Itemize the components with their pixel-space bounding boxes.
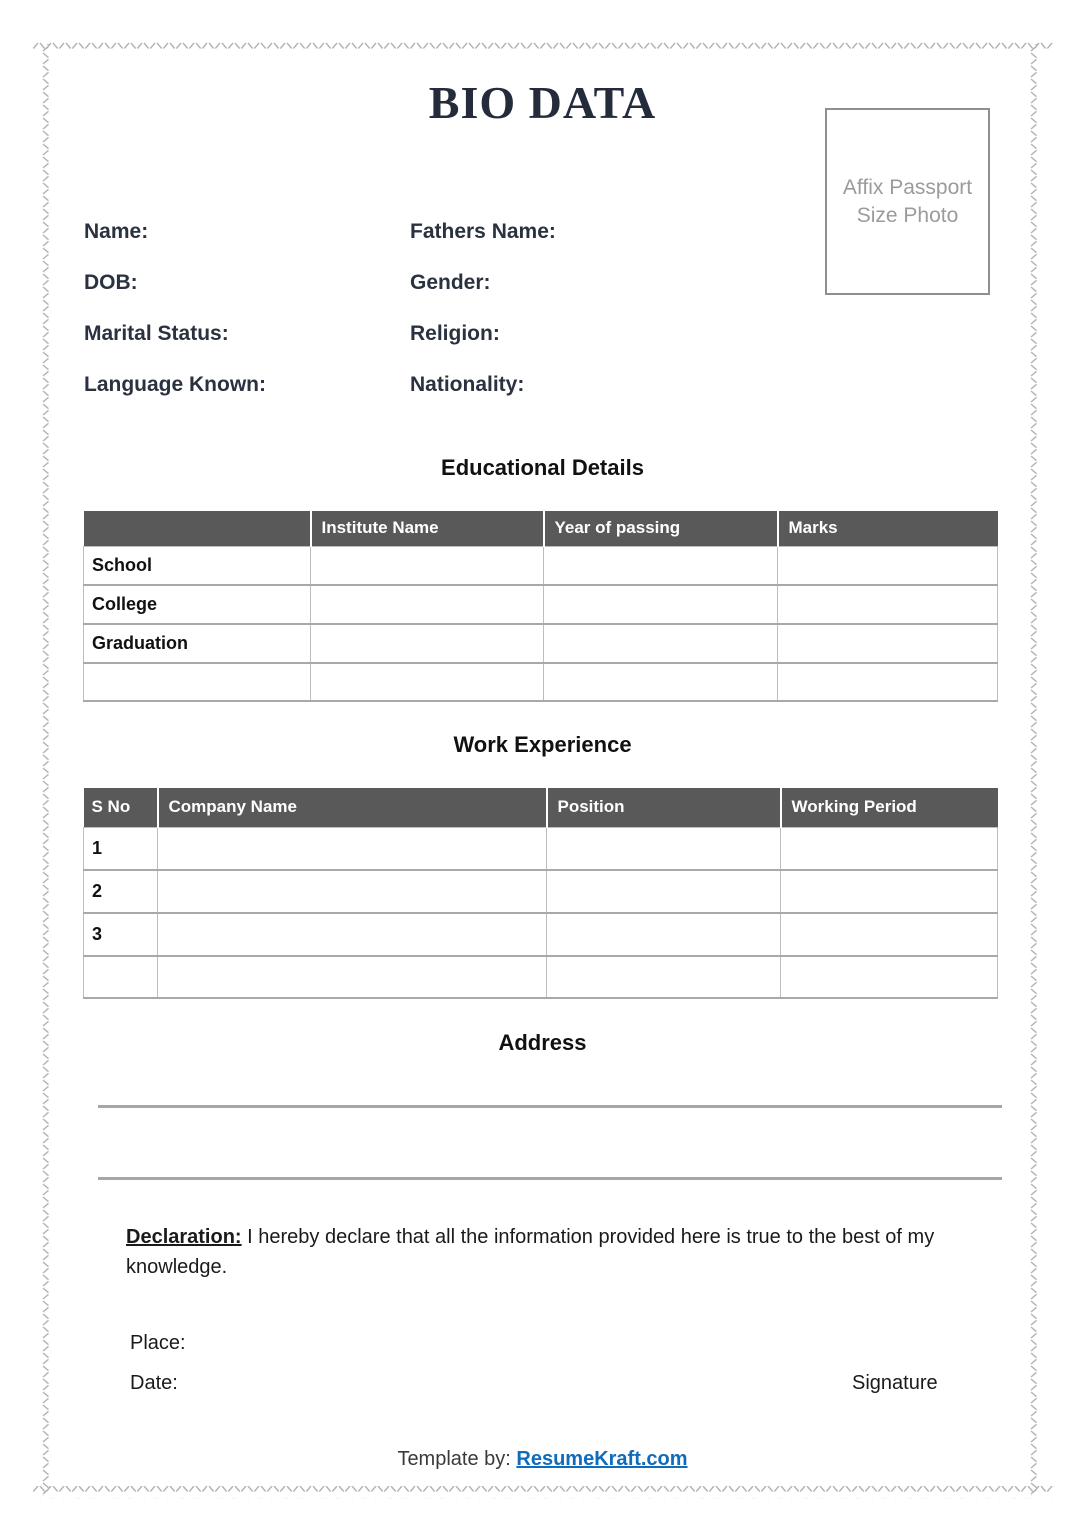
education-header-row: [84, 511, 998, 546]
education-input-cell[interactable]: [311, 585, 544, 624]
work-input-cell[interactable]: [781, 870, 998, 913]
label-fathers-name: Fathers Name:: [410, 220, 556, 243]
label-marital-status: Marital Status:: [84, 322, 229, 345]
signature-label: Signature: [852, 1372, 938, 1394]
education-input-cell[interactable]: [544, 546, 778, 585]
education-input-cell[interactable]: [544, 624, 778, 663]
page-title: BIO DATA: [428, 77, 657, 128]
resumekraft-link[interactable]: ResumeKraft.com: [516, 1448, 688, 1470]
work-row-3: [84, 913, 998, 956]
work-input-cell[interactable]: [158, 913, 547, 956]
address-write-line-2[interactable]: [98, 1177, 1002, 1180]
work-input-cell[interactable]: [547, 870, 781, 913]
declaration-text: I hereby declare that all the information provided here is true to the best of my knowledge.: [126, 1226, 935, 1278]
education-row-label: School: [84, 546, 311, 585]
work-input-cell[interactable]: [547, 956, 781, 998]
education-header-institute: Institute Name: [311, 511, 544, 546]
label-gender: Gender:: [410, 271, 491, 294]
work-input-cell[interactable]: [158, 827, 547, 870]
place-label: Place:: [130, 1332, 186, 1354]
work-header-sno: S No: [84, 788, 158, 827]
address-section-heading: Address: [498, 1030, 587, 1055]
education-row-school: [84, 546, 998, 585]
work-header-company: Company Name: [158, 788, 547, 827]
photo-box-text-line1: Affix Passport: [842, 175, 973, 199]
work-header-position: Position: [547, 788, 781, 827]
work-header-period: Working Period: [781, 788, 998, 827]
education-input-cell[interactable]: [778, 546, 998, 585]
work-row-2: [84, 870, 998, 913]
work-row-number: 3: [84, 913, 158, 956]
work-row-1: [84, 827, 998, 870]
education-input-cell[interactable]: [311, 624, 544, 663]
education-table: [83, 511, 998, 702]
label-language-known: Language Known:: [84, 373, 266, 396]
work-row-extra: [84, 956, 998, 998]
date-label: Date:: [130, 1372, 178, 1394]
work-table: [83, 788, 998, 999]
label-dob: DOB:: [84, 271, 138, 294]
education-row-label: [84, 663, 311, 701]
education-row-graduation: [84, 624, 998, 663]
education-input-cell[interactable]: [311, 546, 544, 585]
education-row-extra: [84, 663, 998, 701]
work-input-cell[interactable]: [781, 956, 998, 998]
education-header-blank: [84, 511, 311, 546]
education-section-heading: Educational Details: [441, 455, 644, 480]
education-input-cell[interactable]: [311, 663, 544, 701]
education-input-cell[interactable]: [778, 663, 998, 701]
education-header-year: Year of passing: [544, 511, 778, 546]
education-input-cell[interactable]: [544, 585, 778, 624]
education-row-label: Graduation: [84, 624, 311, 663]
work-input-cell[interactable]: [547, 827, 781, 870]
label-nationality: Nationality:: [410, 373, 525, 396]
work-input-cell[interactable]: [158, 956, 547, 998]
label-name: Name:: [84, 220, 149, 243]
education-input-cell[interactable]: [778, 624, 998, 663]
education-input-cell[interactable]: [778, 585, 998, 624]
work-row-number: 2: [84, 870, 158, 913]
work-input-cell[interactable]: [158, 870, 547, 913]
work-input-cell[interactable]: [781, 827, 998, 870]
education-row-label: College: [84, 585, 311, 624]
work-input-cell[interactable]: [781, 913, 998, 956]
work-section-heading: Work Experience: [453, 732, 632, 757]
passport-photo-box[interactable]: [825, 108, 990, 295]
work-input-cell[interactable]: [547, 913, 781, 956]
work-row-number: [84, 956, 158, 998]
footer-prefix: Template by:: [397, 1448, 511, 1470]
work-row-number: 1: [84, 827, 158, 870]
footer: [0, 1448, 1085, 1471]
declaration-paragraph: [126, 1222, 966, 1282]
label-religion: Religion:: [410, 322, 500, 345]
education-row-college: [84, 585, 998, 624]
education-input-cell[interactable]: [544, 663, 778, 701]
work-header-row: [84, 788, 998, 827]
education-header-marks: Marks: [778, 511, 998, 546]
photo-box-text-line2: Size Photo: [856, 203, 959, 227]
declaration-label: Declaration:: [126, 1226, 242, 1248]
address-write-line-1[interactable]: [98, 1105, 1002, 1108]
